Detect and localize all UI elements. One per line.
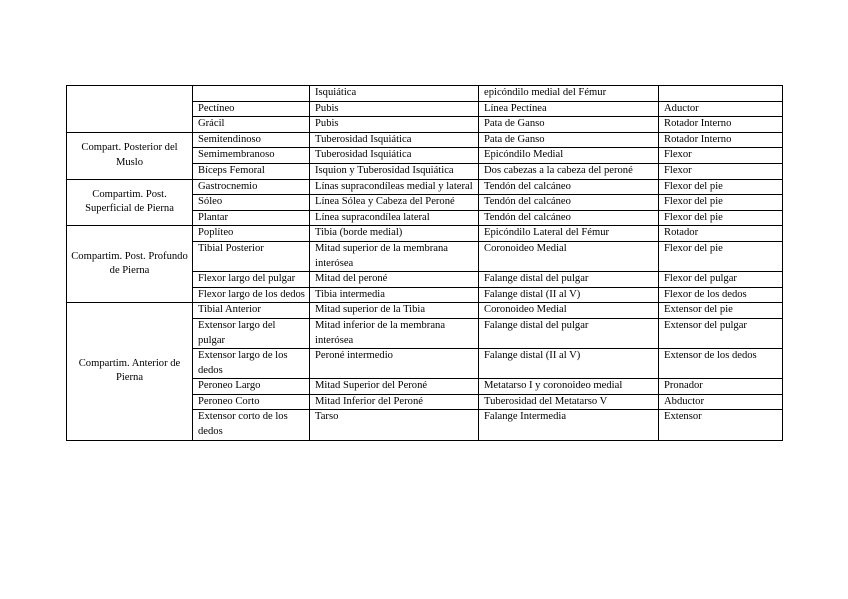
- muscle-table: [66, 85, 783, 441]
- table-row: [67, 226, 783, 242]
- muscle-cell: Extensor largo de los dedos: [193, 349, 310, 379]
- action-cell: Flexor: [659, 163, 783, 179]
- muscle-cell: Pectíneo: [193, 101, 310, 117]
- origin-cell: Línea supracondílea lateral: [310, 210, 479, 226]
- action-cell: Extensor del pulgar: [659, 318, 783, 348]
- muscle-cell: Gastrocnemio: [193, 179, 310, 195]
- action-cell: Extensor: [659, 410, 783, 440]
- action-cell: Flexor del pie: [659, 195, 783, 211]
- insertion-cell: Falange distal (II al V): [479, 349, 659, 379]
- action-cell: [659, 86, 783, 102]
- origin-cell: Isquion y Tuberosidad Isquiática: [310, 163, 479, 179]
- muscle-cell: Flexor largo del pulgar: [193, 272, 310, 288]
- insertion-cell: Dos cabezas a la cabeza del peroné: [479, 163, 659, 179]
- origin-cell: Mitad inferior de la membrana interósea: [310, 318, 479, 348]
- insertion-cell: Falange distal del pulgar: [479, 272, 659, 288]
- action-cell: Abductor: [659, 394, 783, 410]
- muscle-cell: Tibial Anterior: [193, 303, 310, 319]
- insertion-cell: Tendón del calcáneo: [479, 210, 659, 226]
- insertion-cell: Coronoideo Medial: [479, 241, 659, 271]
- group-cell: Compart. Posterior del Muslo: [67, 132, 193, 179]
- origin-cell: Línea Sólea y Cabeza del Peroné: [310, 195, 479, 211]
- action-cell: Pronador: [659, 379, 783, 395]
- origin-cell: Tarso: [310, 410, 479, 440]
- action-cell: Extensor del pie: [659, 303, 783, 319]
- insertion-cell: Línea Pectínea: [479, 101, 659, 117]
- action-cell: Rotador Interno: [659, 117, 783, 133]
- muscle-cell: Plantar: [193, 210, 310, 226]
- origin-cell: Línas supracondíleas medial y lateral: [310, 179, 479, 195]
- origin-cell: Pubis: [310, 101, 479, 117]
- insertion-cell: Epicóndilo Medial: [479, 148, 659, 164]
- origin-cell: Tibia (borde medial): [310, 226, 479, 242]
- muscle-cell: Semitendinoso: [193, 132, 310, 148]
- action-cell: Rotador: [659, 226, 783, 242]
- muscle-cell: Extensor corto de los dedos: [193, 410, 310, 440]
- insertion-cell: Pata de Ganso: [479, 117, 659, 133]
- table-row: [67, 179, 783, 195]
- muscle-cell: Peroneo Largo: [193, 379, 310, 395]
- insertion-cell: Falange Intermedia: [479, 410, 659, 440]
- table-row: [67, 303, 783, 319]
- origin-cell: Mitad del peroné: [310, 272, 479, 288]
- insertion-cell: Falange distal (II al V): [479, 287, 659, 303]
- origin-cell: Tuberosidad Isquiática: [310, 148, 479, 164]
- muscle-cell: Sóleo: [193, 195, 310, 211]
- action-cell: Aductor: [659, 101, 783, 117]
- origin-cell: Mitad superior de la membrana interósea: [310, 241, 479, 271]
- muscle-cell: [193, 86, 310, 102]
- insertion-cell: Coronoideo Medial: [479, 303, 659, 319]
- action-cell: Flexor: [659, 148, 783, 164]
- insertion-cell: Epicóndilo Lateral del Fémur: [479, 226, 659, 242]
- muscle-cell: Poplíteo: [193, 226, 310, 242]
- muscle-cell: Peroneo Corto: [193, 394, 310, 410]
- insertion-cell: Tendón del calcáneo: [479, 195, 659, 211]
- origin-cell: Mitad superior de la Tibia: [310, 303, 479, 319]
- muscle-cell: Flexor largo de los dedos: [193, 287, 310, 303]
- insertion-cell: Tuberosidad del Metatarso V: [479, 394, 659, 410]
- action-cell: Flexor del pie: [659, 241, 783, 271]
- action-cell: Flexor del pie: [659, 179, 783, 195]
- muscle-cell: Tibial Posterior: [193, 241, 310, 271]
- origin-cell: Peroné intermedio: [310, 349, 479, 379]
- action-cell: Rotador Interno: [659, 132, 783, 148]
- origin-cell: Isquiática: [310, 86, 479, 102]
- origin-cell: Tibia intermedia: [310, 287, 479, 303]
- action-cell: Flexor del pie: [659, 210, 783, 226]
- insertion-cell: epicóndilo medial del Fémur: [479, 86, 659, 102]
- insertion-cell: Falange distal del pulgar: [479, 318, 659, 348]
- action-cell: Extensor de los dedos: [659, 349, 783, 379]
- insertion-cell: Tendón del calcáneo: [479, 179, 659, 195]
- insertion-cell: Metatarso I y coronoideo medial: [479, 379, 659, 395]
- muscle-cell: Extensor largo del pulgar: [193, 318, 310, 348]
- action-cell: Flexor del pulgar: [659, 272, 783, 288]
- insertion-cell: Pata de Ganso: [479, 132, 659, 148]
- group-cell: [67, 86, 193, 133]
- muscle-cell: Bíceps Femoral: [193, 163, 310, 179]
- group-cell: Compartim. Anterior de Pierna: [67, 303, 193, 440]
- table-body: [67, 86, 783, 441]
- group-cell: Compartim. Post. Profundo de Pierna: [67, 226, 193, 303]
- origin-cell: Mitad Superior del Peroné: [310, 379, 479, 395]
- muscle-cell: Semimembranoso: [193, 148, 310, 164]
- group-cell: Compartim. Post. Superficial de Pierna: [67, 179, 193, 226]
- table-row: [67, 86, 783, 102]
- origin-cell: Tuberosidad Isquiática: [310, 132, 479, 148]
- origin-cell: Mitad Inferior del Peroné: [310, 394, 479, 410]
- action-cell: Flexor de los dedos: [659, 287, 783, 303]
- table-row: [67, 132, 783, 148]
- origin-cell: Pubis: [310, 117, 479, 133]
- muscle-cell: Grácil: [193, 117, 310, 133]
